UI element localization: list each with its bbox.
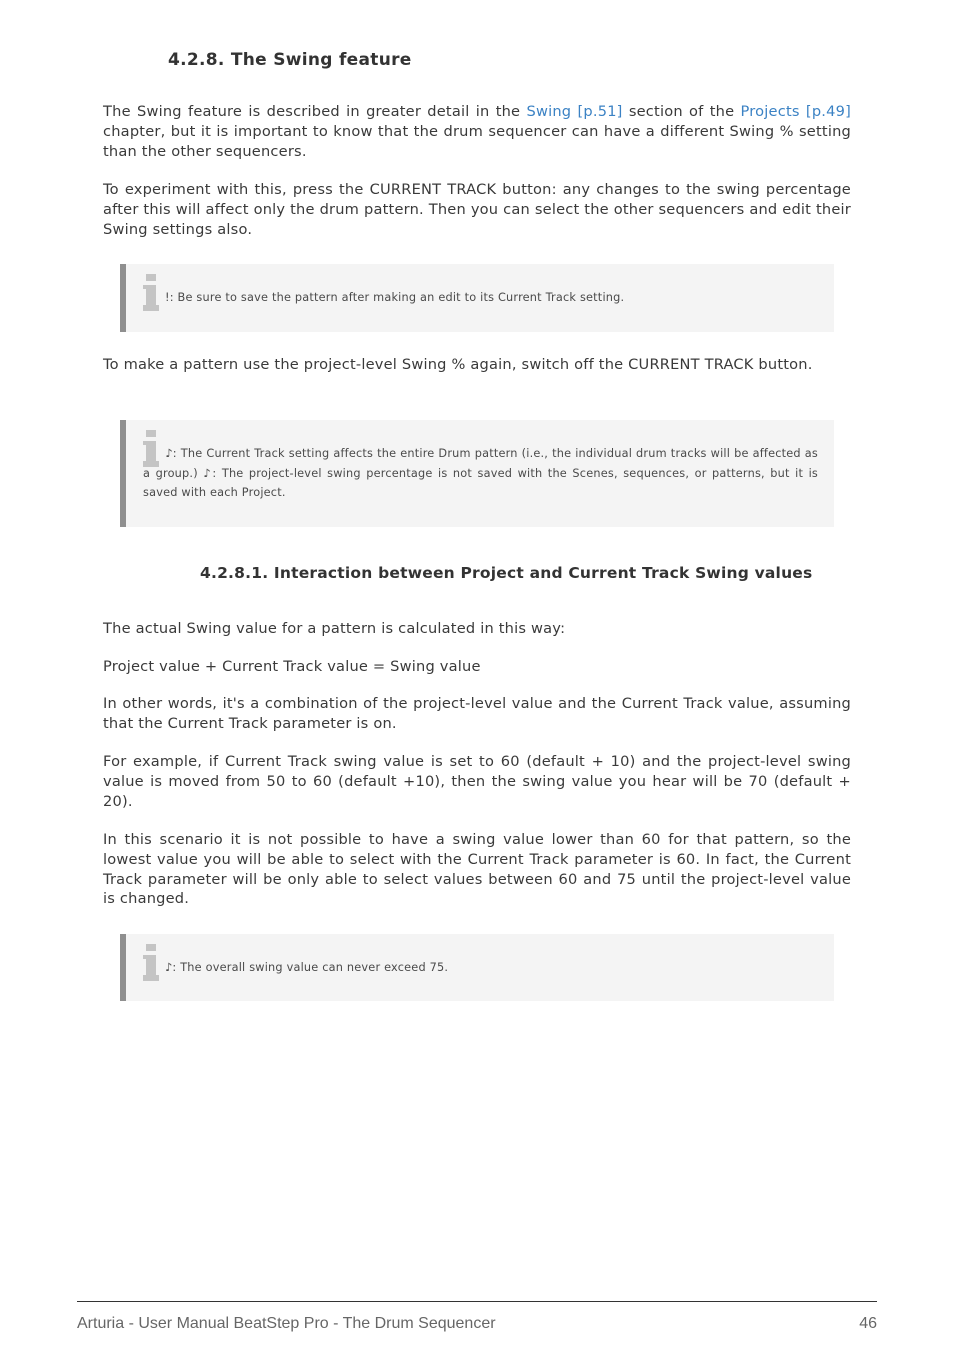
current-track-paragraph: To experiment with this, press the CURRENT TRACK button: any changes to the swing percentage after this will affect only the drum pattern. Then you can select the other sequencers and edit their Swing settings also. (103, 181, 851, 238)
footer-divider (77, 1301, 877, 1302)
switch-off-paragraph: To make a pattern use the project-level Swing % again, switch off the CURRENT TRACK button. (103, 356, 813, 373)
page-number: 46 (859, 1315, 877, 1332)
note-text: ♪: The Current Track setting affects the entire Drum pattern (i.e., the individual drum tracks will be affected as a group.) ♪: The project-level swing percentage is not saved with the Scenes, sequences, or patterns, but it is saved with each Project. (143, 447, 818, 500)
intro-paragraph: The Swing feature is described in greater detail in the Swing [p.51] section of the Projects [p.49] chapter, but it is important to know that the drum sequencer can have a different Swing % setting than the other sequencers. (103, 103, 851, 160)
note-text: ♪: The overall swing value can never exceed 75. (165, 961, 449, 974)
footer-title: Arturia - User Manual BeatStep Pro - The Drum Sequencer (77, 1315, 496, 1332)
section-heading: 4.2.8. The Swing feature (168, 50, 412, 70)
note-box-max (120, 934, 834, 1001)
formula-paragraph: Project value + Current Track value = Swing value (103, 658, 481, 675)
projects-link[interactable]: Projects [p.49] (740, 103, 851, 120)
example-paragraph: For example, if Current Track swing value is set to 60 (default + 10) and the project-level swing value is moved from 50 to 60 (default +10), then the swing value you hear will be 70 (default + 20). (103, 753, 851, 810)
calculation-paragraph: The actual Swing value for a pattern is calculated in this way: (103, 620, 566, 637)
swing-link[interactable]: Swing [p.51] (526, 103, 623, 120)
note-text: !: Be sure to save the pattern after making an edit to its Current Track setting. (165, 291, 625, 304)
note-box-current-track (120, 420, 834, 527)
scenario-paragraph: In this scenario it is not possible to have a swing value lower than 60 for that pattern, so the lowest value you will be able to select with the Current Track parameter is 60. In fact, the Current Track parameter will be only able to select values between 60 and 75 until the project-level value is changed. (103, 831, 851, 908)
combination-paragraph: In other words, it's a combination of the project-level value and the Current Track value, assuming that the Current Track parameter is on. (103, 695, 851, 732)
note-box-save (120, 264, 834, 332)
subsection-heading: 4.2.8.1. Interaction between Project and Current Track Swing values (200, 564, 813, 582)
